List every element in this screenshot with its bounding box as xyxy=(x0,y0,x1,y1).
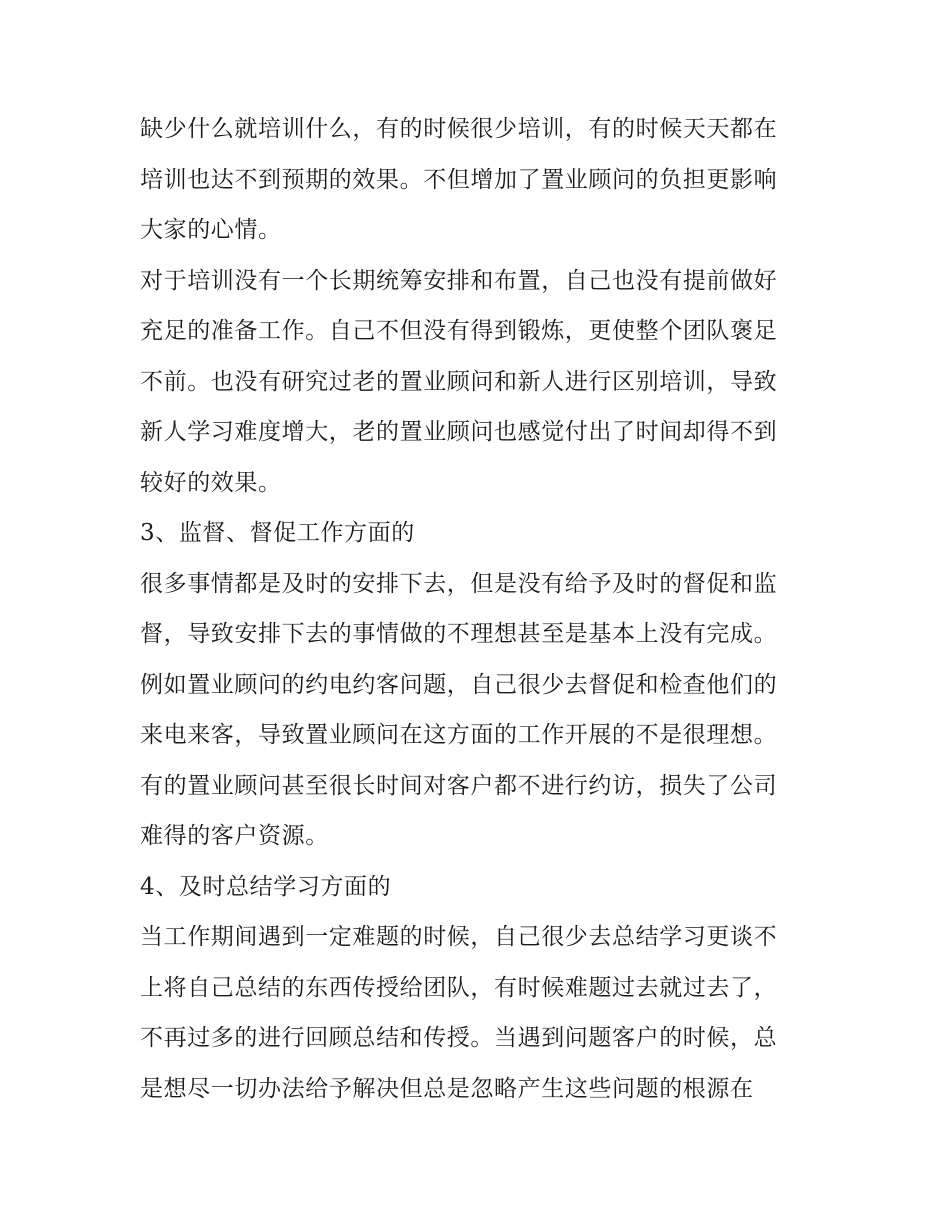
text-line: 对于培训没有一个长期统筹安排和布置，自己也没有提前做好 xyxy=(140,267,778,294)
text-line: 很多事情都是及时的安排下去，但是没有给予及时的督促和监 xyxy=(140,570,778,597)
text-line: 难得的客户资源。 xyxy=(140,823,329,849)
text-line: 是想尽一切办法给予解决但总是忽略产生这些问题的根源在 xyxy=(140,1075,754,1102)
text-line: 有的置业顾问甚至很长时间对客户都不进行约访，损失了公司 xyxy=(140,772,778,799)
text-line: 缺少什么就培训什么，有的时候很少培训，有的时候天天都在 xyxy=(140,116,778,142)
text-line: 培训也达不到预期的效果。不但增加了置业顾问的负担更影响 xyxy=(140,166,778,193)
text-line: 来电来客，导致置业顾问在这方面的工作开展的不是很理想。 xyxy=(140,722,778,748)
section-heading-3: 3、监督、督促工作方面的 xyxy=(140,520,415,546)
text-line: 不再过多的进行回顾总结和传授。当遇到问题客户的时候，总 xyxy=(140,1025,778,1051)
document-body xyxy=(140,104,820,1114)
section-heading-4: 4、及时总结学习方面的 xyxy=(140,873,392,900)
text-line: 督，导致安排下去的事情做的不理想甚至是基本上没有完成。 xyxy=(140,621,778,647)
text-line: 大家的心情。 xyxy=(140,217,282,243)
text-line: 当工作期间遇到一定难题的时候，自己很少去总结学习更谈不 xyxy=(140,924,778,950)
text-line: 不前。也没有研究过老的置业顾问和新人进行区别培训，导致 xyxy=(140,368,778,395)
text-line: 上将自己总结的东西传授给团队，有时候难题过去就过去了， xyxy=(140,974,778,1001)
text-line: 较好的效果。 xyxy=(140,469,282,496)
text-line: 新人学习难度增大，老的置业顾问也感觉付出了时间却得不到 xyxy=(140,419,778,445)
text-line: 充足的准备工作。自己不但没有得到锻炼，更使整个团队褒足 xyxy=(140,318,778,344)
text-line: 例如置业顾问的约电约客问题，自己很少去督促和检查他们的 xyxy=(140,671,778,698)
